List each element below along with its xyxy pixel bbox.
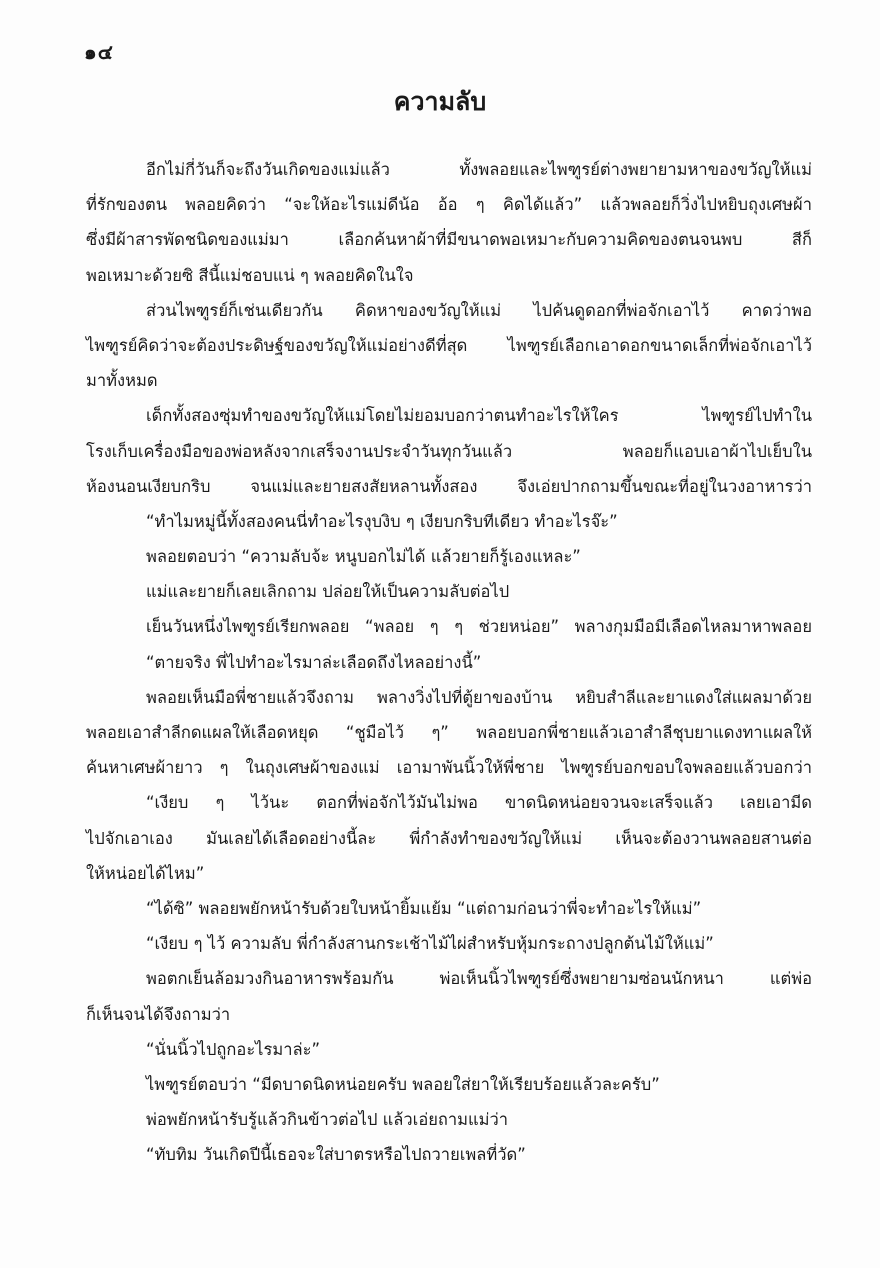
- text-line: อีกไม่กี่วันก็จะถึงวันเกิดของแม่แล้ว ทั้งพลอยและไพฑูรย์ต่างพยายามหาของขวัญให้แม่: [146, 160, 812, 179]
- text-line: “เงียบ ๆ ไว้ ความลับ พี่กำลังสานกระเช้าไม้ไผ่สำหรับหุ้มกระถางปลูกต้นไม้ให้แม่”: [146, 934, 714, 954]
- text-line: “เงียบ ๆ ไว้นะ ตอกที่พ่อจักไว้มันไม่พอ ขาดนิดหน่อยจวนจะเสร็จแล้ว เลยเอามีด: [146, 793, 812, 813]
- text-line: แม่และยายก็เลยเลิกถาม ปล่อยให้เป็นความลับต่อไป: [146, 582, 510, 602]
- text-line: เย็นวันหนึ่งไพฑูรย์เรียกพลอย “พลอย ๆ ๆ ช่วยหน่อย” พลางกุมมือมีเลือดไหลมาหาพลอย: [146, 617, 812, 637]
- text-line: ส่วนไพฑูรย์ก็เช่นเดียวกัน คิดหาของขวัญให้แม่ ไปค้นดูดอกที่พ่อจักเอาไว้ คาดว่าพอ: [146, 300, 812, 320]
- text-line: โรงเก็บเครื่องมือของพ่อหลังจากเสร็จงานประจำวันทุกวันแล้ว พลอยก็แอบเอาผ้าไปเย็บใน: [86, 441, 812, 461]
- text-line: พลอยเอาสำลีกดแผลให้เลือดหยุด “ชูมือไว้ ๆ” พลอยบอกพี่ชายแล้วเอาสำลีชุบยาแดงทาแผลให้: [86, 723, 812, 742]
- text-line: เด็กทั้งสองซุ่มทำของขวัญให้แม่โดยไม่ยอมบอกว่าตนทำอะไรให้ใคร ไพฑูรย์ไปทำใน: [146, 406, 812, 426]
- text-line: พลอยตอบว่า “ความลับจ้ะ หนูบอกไม่ได้ แล้วยายก็รู้เองแหละ”: [146, 547, 581, 567]
- text-line: “ตายจริง พี่ไปทำอะไรมาล่ะเลือดถึงไหลอย่างนี้”: [146, 652, 482, 672]
- text-line: ไพฑูรย์ตอบว่า “มีดบาดนิดหน่อยครับ พลอยใส่ยาให้เรียบร้อยแล้วละครับ”: [146, 1074, 660, 1094]
- page-number: ๑๔: [84, 40, 114, 64]
- text-line: ก็เห็นจนได้จึงถามว่า: [86, 1004, 231, 1024]
- text-line: “ได้ซิ” พลอยพยักหน้ารับด้วยใบหน้ายิ้มแย้ม “แต่ถามก่อนว่าพี่จะทำอะไรให้แม่”: [146, 898, 702, 918]
- text-line: ห้องนอนเงียบกริบ จนแม่และยายสงสัยหลานทั้งสอง จึงเอ่ยปากถามขึ้นขณะที่อยู่ในวงอาหารว่า: [86, 476, 812, 496]
- text-line: พอเหมาะด้วยซิ สีนี้แม่ชอบแน่ ๆ พลอยคิดในใจ: [86, 265, 414, 285]
- text-line: ไพฑูรย์คิดว่าจะต้องประดิษฐ์ของขวัญให้แม่อย่างดีที่สุด ไพฑูรย์เลือกเอาดอกขนาดเล็กที่พ่อจักเอาไว้: [86, 335, 812, 355]
- text-line: ให้หน่อยได้ไหม”: [86, 863, 205, 883]
- text-line: “ทำไมหมู่นี้ทั้งสองคนนี่ทำอะไรงุบงิบ ๆ เงียบกริบทีเดียว ทำอะไรจ๊ะ”: [146, 511, 618, 531]
- body-text: [86, 152, 812, 1172]
- text-line: ซึ่งมีผ้าสารพัดชนิดของแม่มา เลือกค้นหาผ้าที่มีขนาดพอเหมาะกับความคิดของตนจนพบ สีก็: [86, 230, 812, 250]
- text-line: ไปจักเอาเอง มันเลยได้เลือดอย่างนี้ละ พี่กำลังทำของขวัญให้แม่ เห็นจะต้องวานพลอยสานต่อ: [86, 828, 812, 848]
- text-line: “ทับทิม วันเกิดปีนี้เธอจะใส่บาตรหรือไปถวายเพลที่วัด”: [146, 1145, 526, 1165]
- page-title: ความลับ: [393, 87, 487, 116]
- text-line: ที่รักของตน พลอยคิดว่า “จะให้อะไรแม่ดีน้อ อ้อ ๆ คิดได้แล้ว” แล้วพลอยก็วิ่งไปหยิบถุงเศษผ้า: [86, 195, 812, 215]
- text-line: “นั่นนิ้วไปถูกอะไรมาล่ะ”: [146, 1039, 320, 1059]
- text-line: พอตกเย็นล้อมวงกินอาหารพร้อมกัน พ่อเห็นนิ้วไพฑูรย์ซึ่งพยายามซ่อนนักหนา แต่พ่อ: [146, 969, 812, 989]
- text-line: พลอยเห็นมือพี่ชายแล้วจึงถาม พลางวิ่งไปที่ตู้ยาของบ้าน หยิบสำลีและยาแดงใส่แผลมาด้วย: [146, 687, 812, 707]
- text-line: ค้นหาเศษผ้ายาว ๆ ในถุงเศษผ้าของแม่ เอามาพันนิ้วให้พี่ชาย ไพฑูรย์บอกขอบใจพลอยแล้วบอกว่า: [86, 758, 812, 778]
- text-line: พ่อพยักหน้ารับรู้แล้วกินข้าวต่อไป แล้วเอ่ยถามแม่ว่า: [146, 1110, 509, 1130]
- text-line: มาทั้งหมด: [86, 371, 158, 391]
